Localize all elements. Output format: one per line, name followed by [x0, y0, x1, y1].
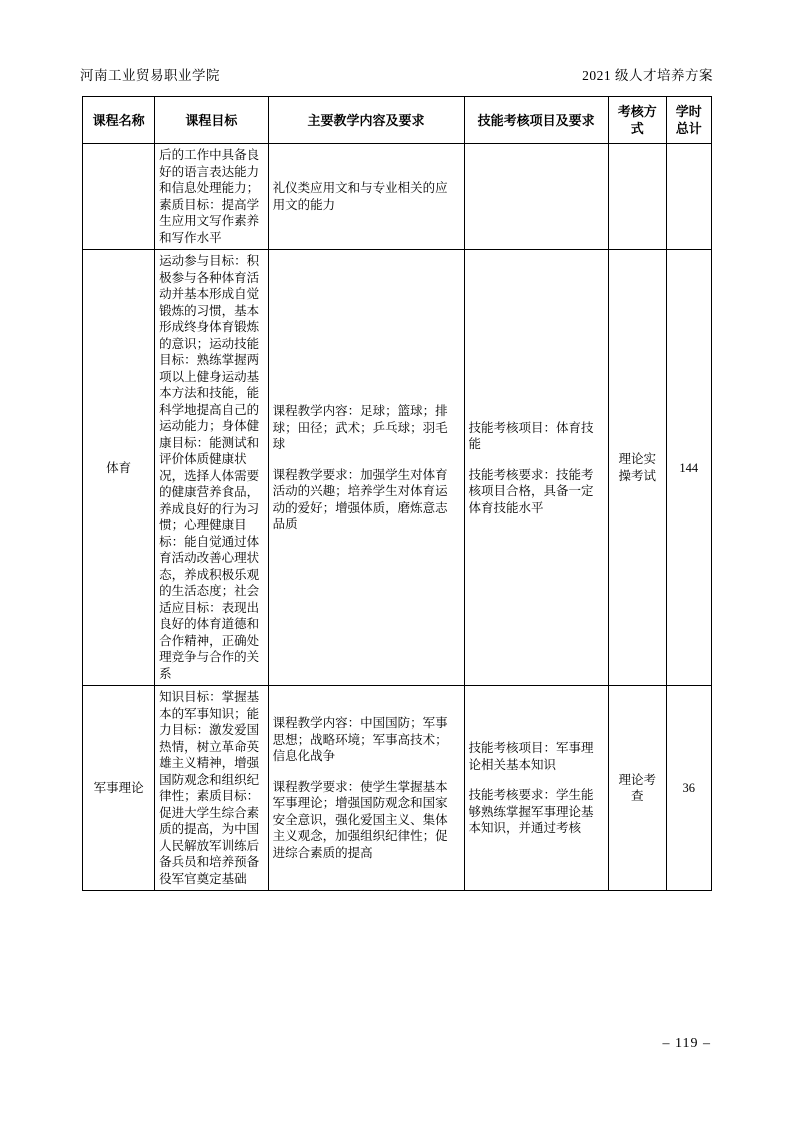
column-header-course-goal: 课程目标: [155, 97, 268, 144]
cell-assessment-method: 理论考查: [608, 686, 666, 891]
cell-course-goal: 运动参与目标：积极参与各种体育活动并基本形成自觉锻炼的习惯，基本形成终身体育锻炼的意识；运动技能目标：熟练掌握两项以上健身运动基本方法和技能，能科学地提高自己的运动能力；身体健康目标：能测试和评价体质健康状况，选择人体需要的健康营养食品，养成良好的行为习惯；心理健康目标：能自觉通过体育活动改善心理状态，养成积极乐观的生活态度；社会适应目标：表现出良好的体育道德和合作精神，正确处理竞争与合作的关系: [155, 250, 268, 686]
page-number: – 119 –: [662, 1036, 711, 1051]
cell-course-name: 军事理论: [83, 686, 155, 891]
cell-teaching-content: [268, 250, 464, 686]
cell-teaching-content: 礼仪类应用文和与专业相关的应用文的能力: [268, 144, 464, 250]
cell-total-hours: 36: [666, 686, 711, 891]
teaching-content-paragraph: 课程教学内容：足球；篮球；排球；田径；武术；乒乓球；羽毛球: [272, 404, 448, 452]
assessment-item-paragraph: 技能考核项目：军事理论相关基本知识: [468, 741, 594, 772]
cell-total-hours: [666, 144, 711, 250]
column-header-teaching-content: 主要教学内容及要求: [268, 97, 464, 144]
cell-skill-assessment: [464, 686, 608, 891]
cell-teaching-content: [268, 686, 464, 891]
header-plan: 2021 级人才培养方案: [582, 68, 713, 83]
column-header-assessment-method: 考核方式: [608, 97, 666, 144]
cell-skill-assessment: [464, 250, 608, 686]
column-header-total-hours: 学时总计: [666, 97, 711, 144]
cell-skill-assessment: [464, 144, 608, 250]
table-header-row: [83, 97, 712, 144]
cell-assessment-method: 理论实操考试: [608, 250, 666, 686]
header-institution: 河南工业贸易职业学院: [80, 68, 220, 83]
assessment-item-paragraph: 技能考核项目：体育技能: [468, 420, 594, 452]
cell-course-name: 体育: [83, 250, 155, 686]
assessment-requirement-paragraph: 技能考核要求：学生能够熟练掌握军事理论基本知识，并通过考核: [468, 788, 594, 836]
cell-total-hours: 144: [666, 250, 711, 686]
column-header-skill-assessment: 技能考核项目及要求: [464, 97, 608, 144]
cell-course-name: [83, 144, 155, 250]
cell-assessment-method: [608, 144, 666, 250]
teaching-requirement-paragraph: 课程教学要求：加强学生对体育活动的兴趣；培养学生对体育运动的爱好；增强体质，磨炼意志品质: [272, 467, 448, 532]
column-header-course-name: 课程名称: [83, 97, 155, 144]
table-row: [83, 686, 712, 891]
page-footer: [82, 1036, 711, 1052]
course-table: [82, 96, 712, 891]
teaching-requirement-paragraph: 课程教学要求：使学生掌握基本军事理论；增强国防观念和国家安全意识，强化爱国主义、集体主义观念，加强组织纪律性；促进综合素质的提高: [272, 779, 448, 860]
page-header: [80, 64, 713, 84]
teaching-content-paragraph: 课程教学内容：中国国防；军事思想；战略环境；军事高技术；信息化战争: [272, 716, 448, 764]
course-table-wrapper: [82, 96, 712, 891]
table-row: [83, 144, 712, 250]
cell-course-goal: 后的工作中具备良好的语言表达能力和信息处理能力；素质目标：提高学生应用文写作素养和写作水平: [155, 144, 268, 250]
table-row: [83, 250, 712, 686]
assessment-requirement-paragraph: 技能考核要求：技能考核项目合格，具备一定体育技能水平: [468, 467, 594, 515]
cell-course-goal: 知识目标：掌握基本的军事知识；能力目标：激发爱国热情，树立革命英雄主义精神，增强国防观念和组织纪律性；素质目标：促进大学生综合素质的提高，为中国人民解放军训练后备兵员和培养预备役军官奠定基础: [155, 686, 268, 891]
